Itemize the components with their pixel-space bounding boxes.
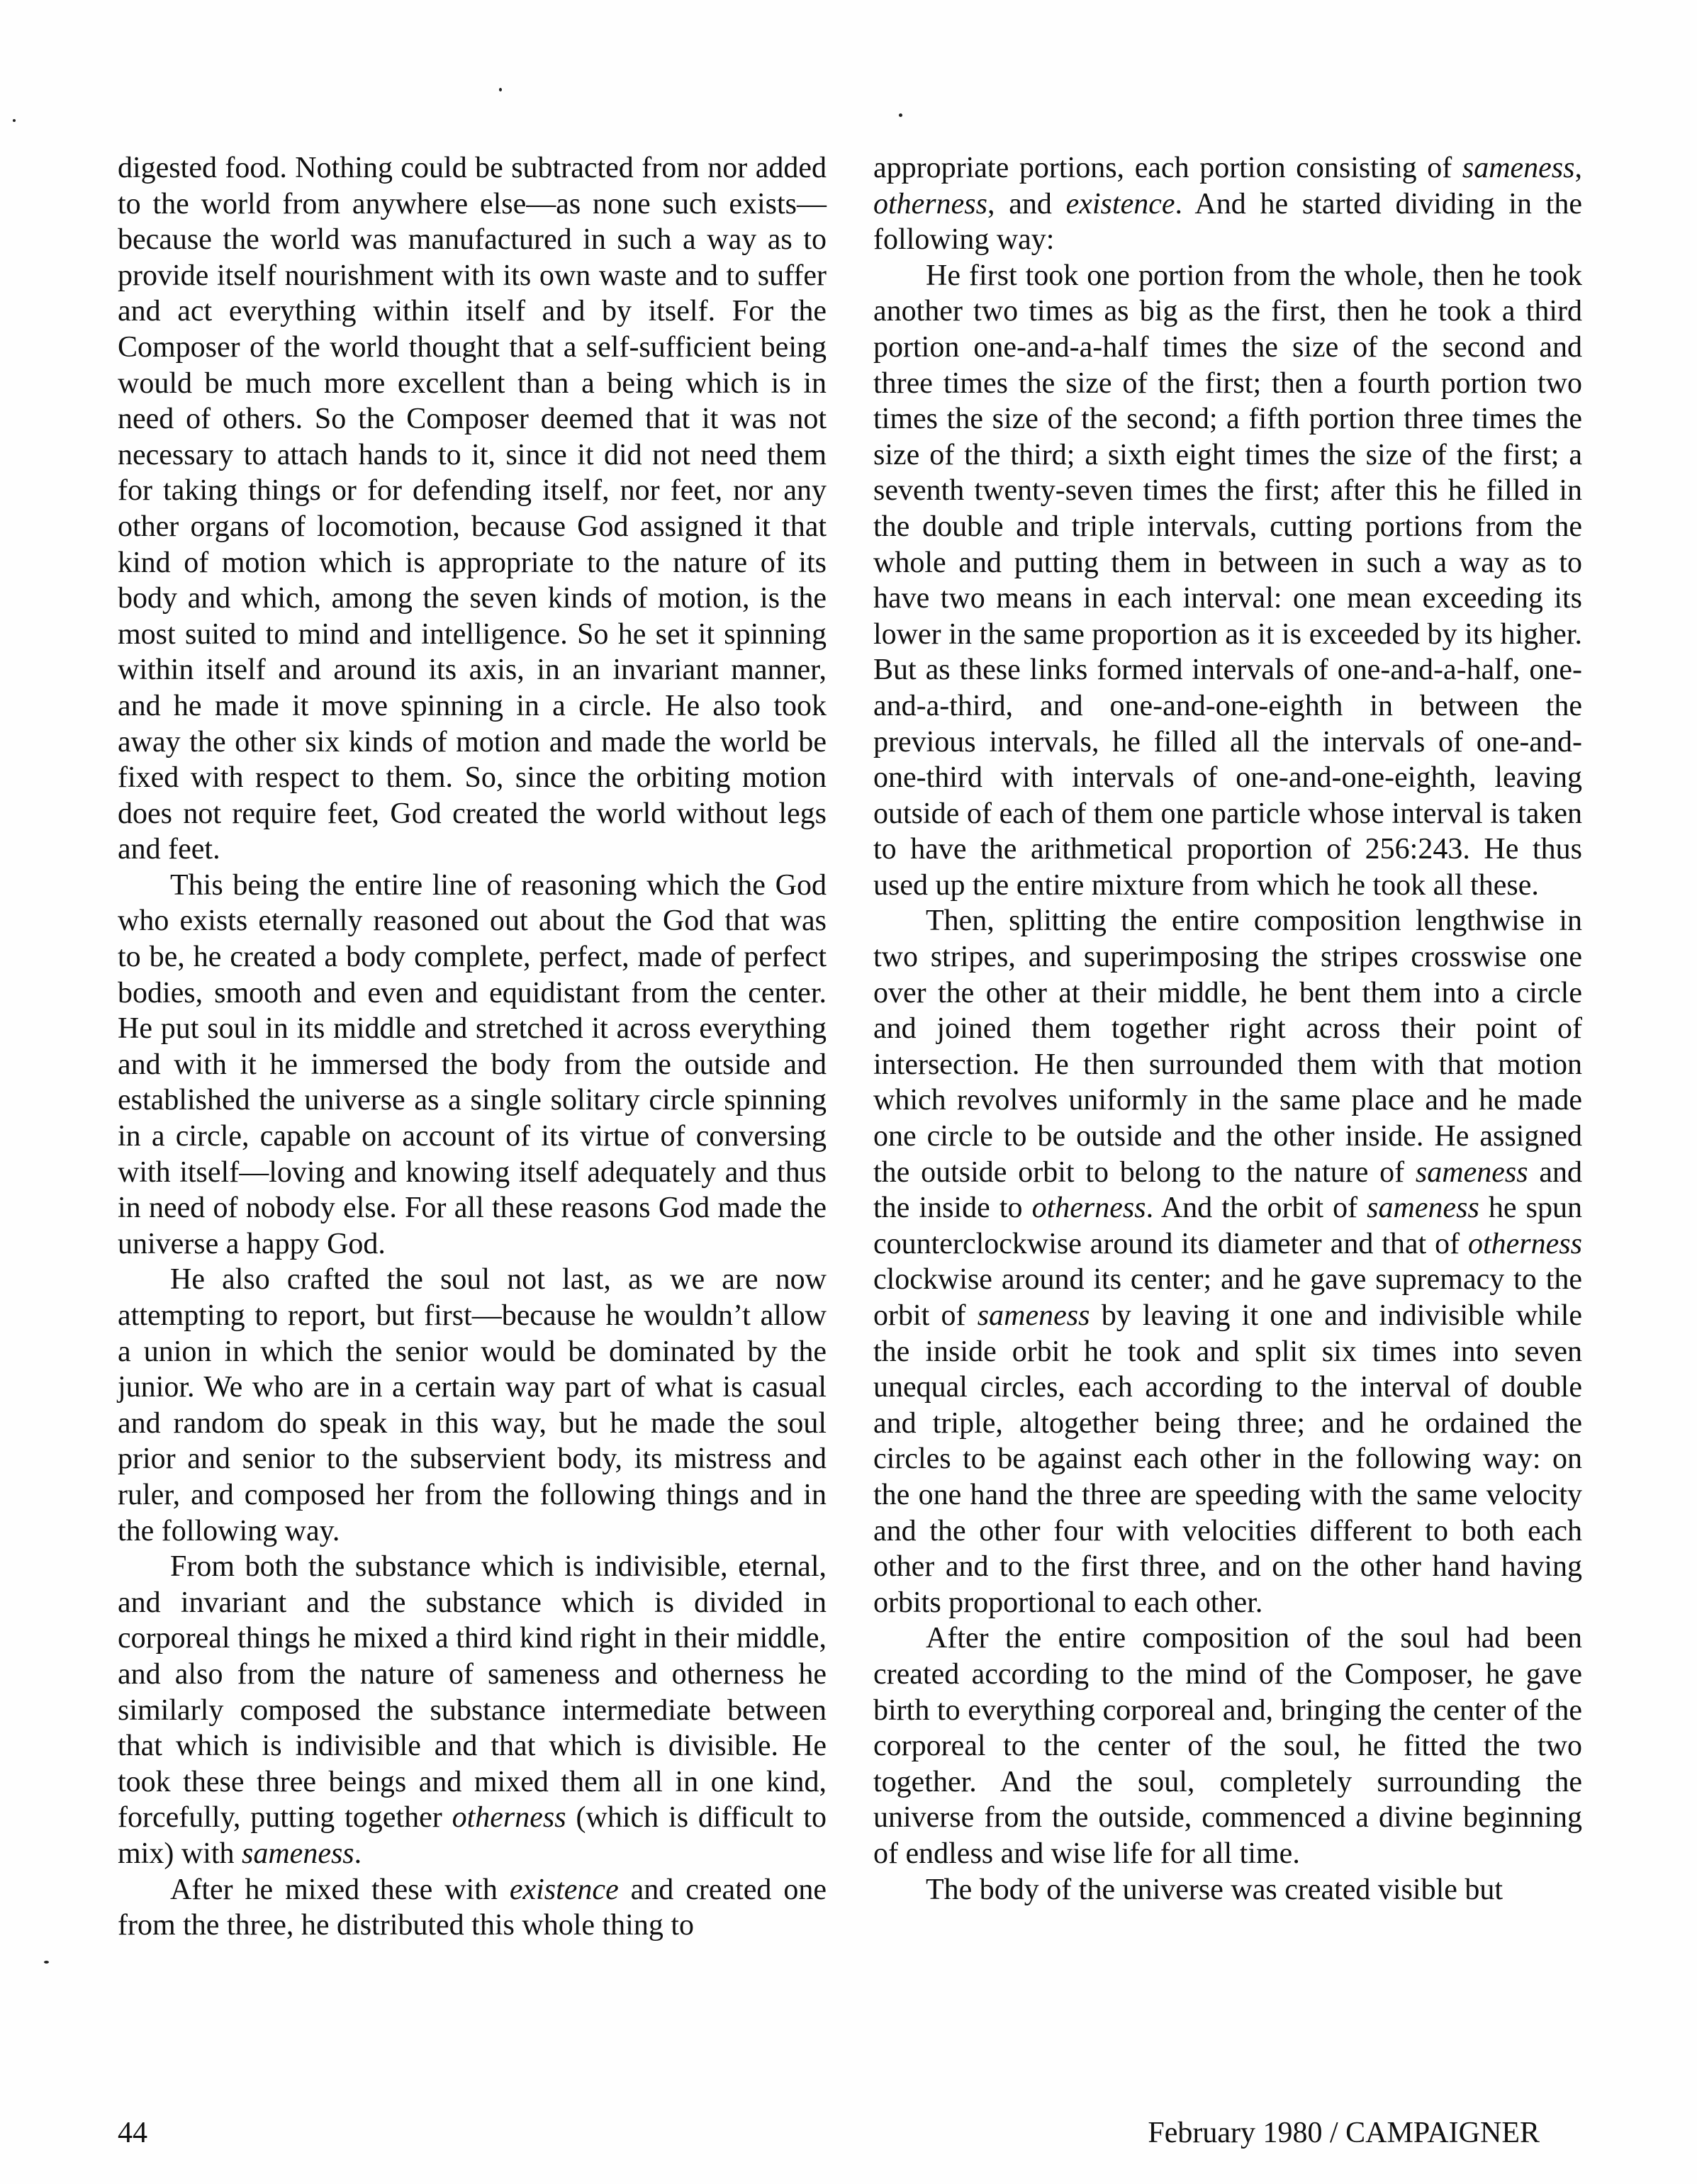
- text-run: he spun counterclockwise around its diameter and that of: [873, 1192, 1582, 1260]
- italic-term: sameness: [1367, 1192, 1479, 1225]
- paragraph: [118, 1262, 827, 1549]
- text-run: He first took one portion from the whole, then he took another two times as big as the first, then he took a third portion one-and-a-half times the size of the second and three times the size of the first; then a fourth portion two times the size of the second; a fifth portion three times the size of the third; a sixth eight times the size of the first; a seventh twenty-seven times the first; after this he filled in the double and triple intervals, cutting portions from the whole and putting them in between in such a way as to have two means in each interval: one mean exceeding its lower in the same proportion as it is exceeded by its higher. But as these links formed intervals of one-and-a-half, one-and-a-third, and one-and-one-eighth in between the previous intervals, he filled all the intervals of one-and-one-third with intervals of one-and-one-eighth, leaving outside of each of them one particle whose interval is taken to have the arithmetical proportion of 256:243. He thus used up the entire mixture from which he took all these.: [873, 259, 1582, 902]
- text-run: . And he started dividing in the following way:: [873, 187, 1582, 257]
- text-run: (which is difficult to mix) with: [118, 1801, 827, 1870]
- italic-term: otherness: [452, 1801, 566, 1835]
- italic-term: sameness: [1415, 1155, 1528, 1189]
- print-speck: [13, 119, 16, 122]
- paragraph: [873, 1872, 1582, 1908]
- print-speck: [499, 88, 502, 91]
- text-run: From both the substance which is indivisible, eternal, and invariant and the substance which is divided in corporeal things he mixed a third kind right in their middle, and also from the nature of sameness and otherness he similarly composed the substance intermediate between that which is indivisible and that which is divisible. He took these three beings and mixed them all in one kind, forcefully, putting together: [118, 1550, 827, 1835]
- text-run: , and: [987, 187, 1066, 220]
- paragraph: [873, 1620, 1582, 1871]
- italic-term: otherness: [873, 187, 987, 220]
- publication-footer: February 1980 / CAMPAIGNER: [1148, 2117, 1540, 2149]
- text-run: . And the orbit of: [1146, 1192, 1367, 1225]
- text-run: clockwise around its center; and he gave supremacy to the orbit of: [873, 1263, 1582, 1332]
- paragraph: [118, 1872, 827, 1944]
- text-run: appropriate portions, each portion consisting of: [873, 152, 1462, 184]
- text-run: He also crafted the soul not last, as we are now attempting to report, but first—because he wouldn’t allow a union in which the senior would be dominated by the junior. We who are in a certain way part of what is casual and random do speak in this way, but he made the soul prior and senior to the subservient body, its mistress and ruler, and composed her from the following things and in the following way.: [118, 1263, 827, 1547]
- right-column: [873, 150, 1582, 1908]
- italic-term: sameness: [977, 1299, 1090, 1332]
- italic-term: sameness: [242, 1837, 354, 1870]
- text-run: Then, splitting the entire composition lengthwise in two stripes, and superimposing the stripes crosswise one over the other at their middle, he bent them into a circle and joined them together right across their point of intersection. He then surrounded them with that motion which revolves uniformly in the same place and he made one circle to be outside and the other inside. He assigned the outside orbit to belong to the nature of: [873, 905, 1582, 1189]
- text-run: digested food. Nothing could be subtracted from nor added to the world from anywhere else—as none such exists—because the world was manufactured in such a way as to provide itself nourishment with its own waste and to suffer and act everything within itself and by itself. For the Composer of the world thought that a self-sufficient being would be much more excellent than a being which is in need of others. So the Composer deemed that it was not necessary to attach hands to it, since it did not need them for taking things or for defending itself, nor feet, nor any other organs of locomotion, because God assigned it that kind of motion which is appropriate to the nature of its body and which, among the seven kinds of motion, is the most suited to mind and intelligence. So he set it spinning within itself and around its axis, in an invariant manner, and he made it move spinning in a circle. He also took away the other six kinds of motion and made the world be fixed with respect to them. So, since the orbiting motion does not require feet, God created the world without legs and feet.: [118, 152, 827, 866]
- text-run: by leaving it one and indivisible while the inside orbit he took and split six times into seven unequal circles, each according to the interval of double and triple, altogether being three; and he ordained the circles to be against each other in the following way: on the one hand the three are speeding with the same velocity and the other four with velocities different to both each other and to the first three, and on the other hand having orbits proportional to each other.: [873, 1299, 1583, 1619]
- print-speck: [44, 1961, 49, 1964]
- paragraph: [118, 150, 827, 868]
- paragraph: [873, 150, 1582, 258]
- text-run: and created one from the three, he distributed this whole thing to: [118, 1873, 827, 1942]
- text-run: .: [354, 1837, 362, 1870]
- italic-term: existence: [509, 1873, 619, 1906]
- italic-term: otherness: [1468, 1227, 1582, 1260]
- text-run: After the entire composition of the soul had been created according to the mind of the Composer, he gave birth to everything corporeal and, bringing the center of the corporeal to the center of the soul, he fitted the two together. And the soul, completely surrounding the universe from the outside, commenced a divine beginning of endless and wise life for all time.: [873, 1622, 1582, 1870]
- page-number: 44: [118, 2117, 147, 2149]
- print-speck: [899, 113, 902, 117]
- text-run: ,: [1574, 152, 1582, 184]
- paragraph: [118, 868, 827, 1262]
- italic-term: otherness: [1031, 1192, 1146, 1225]
- italic-term: existence: [1065, 187, 1175, 220]
- text-run: This being the entire line of reasoning which the God who exists eternally reasoned out about the God that was to be, he created a body complete, perfect, made of perfect bodies, smooth and even and equidistant from the center. He put soul in its middle and stretched it across everything and with it he immersed the body from the outside and established the universe as a single solitary circle spinning in a circle, capable on account of its virtue of conversing with itself—loving and knowing itself adequately and thus in need of nobody else. For all these reasons God made the universe a happy God.: [118, 868, 827, 1260]
- paragraph: [118, 1549, 827, 1871]
- italic-term: sameness: [1462, 152, 1575, 184]
- text-run: After he mixed these with: [170, 1873, 510, 1906]
- paragraph: [873, 258, 1582, 904]
- paragraph: [873, 903, 1582, 1620]
- left-column: [118, 150, 827, 1944]
- text-run: and the inside to: [873, 1155, 1582, 1225]
- text-run: The body of the universe was created visible but: [926, 1873, 1503, 1906]
